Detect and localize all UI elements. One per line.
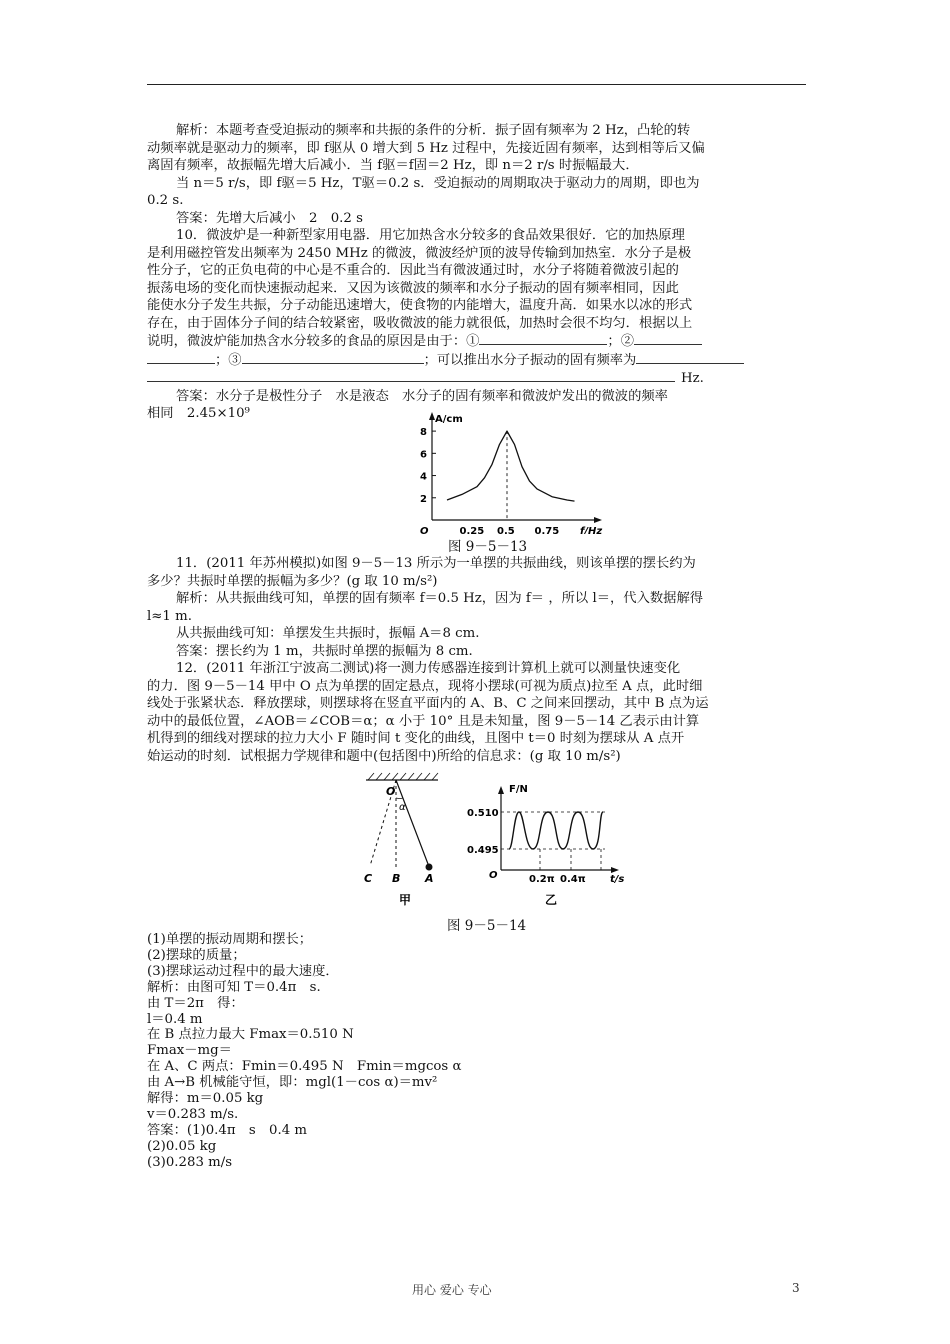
text-line: l≈1 m. xyxy=(147,608,192,624)
text-line: l＝0.4 m xyxy=(147,1011,203,1027)
answer-blank-4b xyxy=(147,369,675,382)
text-line: (1)单摆的振动周期和摆长； xyxy=(147,932,313,947)
text-line: 12．(2011 年浙江宁波高二测试)将一测力传感器连接到计算机上就可以测量快速变化 xyxy=(176,661,681,676)
text-line: 11．(2011 年苏州模拟)如图 9－5－13 所示为一单摆的共振曲线，则该单摆的摆长约为 xyxy=(176,556,696,571)
text-line: 由 A→B 机械能守恒，即：mgl(1－cos α)＝mv² xyxy=(147,1075,438,1091)
text-line: Fmax－mg＝ xyxy=(147,1043,232,1059)
text-line: 多少？共振时单摆的振幅为多少？(g 取 10 m/s²) xyxy=(147,573,438,589)
text-line: 相同 2.45×10⁹ xyxy=(147,406,250,421)
page-footer: 用心 爱心 专心 xyxy=(412,1283,492,1297)
text-line: 线处于张紧状态．释放摆球，则摆球将在竖直平面内的 A、B、C 之间来回摆动，其中 B 点为运 xyxy=(147,696,709,711)
text-line: 是利用磁控管发出频率为 2450 MHz 的微波，微波经炉顶的波导传输到加热室．水分子是极 xyxy=(147,245,692,261)
text-line: 解析：本题考查受迫振动的频率和共振的条件的分析．振子固有频率为 2 Hz，凸轮的转 xyxy=(176,123,691,138)
text-line: 动中的最低位置，∠AOB＝∠COB＝α；α 小于 10° 且是未知量，图 9－5－14 乙表示由计算 xyxy=(147,713,700,729)
text-line: 答案：(1)0.4π s 0.4 m xyxy=(147,1122,308,1138)
text-line: 离固有频率，故振幅先增大后减小．当 f驱＝f固＝2 Hz，即 n＝2 r/s 时振幅最大． xyxy=(147,158,639,173)
text-line: (3)摆球运动过程中的最大速度． xyxy=(147,963,339,979)
page-number: 3 xyxy=(792,1281,800,1295)
resonance-curve-chart xyxy=(392,410,612,534)
x-axis-arrow xyxy=(594,517,602,523)
fmin-label: 0.495 xyxy=(467,845,499,856)
text-line: 10．微波炉是一种新型家用电器．用它加热含水分较多的食品效果很好．它的加热原理 xyxy=(176,228,685,243)
text-line: 当 n＝5 r/s，即 f驱＝5 Hz，T驱＝0.2 s．受迫振动的周期取决于驱动力的周期，即也为 xyxy=(176,175,700,191)
text-line: 在 B 点拉力最大 Fmax＝0.510 N xyxy=(147,1027,354,1043)
label-jia: 甲 xyxy=(399,893,412,907)
x-axis-label: t/s xyxy=(610,874,625,885)
origin-label: O xyxy=(489,870,498,881)
label-a: A xyxy=(425,872,434,885)
text-line xyxy=(147,332,806,351)
text-line: 答案：摆长约为 1 m，共振时单摆的振幅为 8 cm. xyxy=(176,643,473,659)
text-line: (3)0.283 m/s xyxy=(147,1154,233,1170)
answer-blank-1 xyxy=(479,332,607,345)
text-line: 解析：从共振曲线可知，单摆的固有频率 f＝0.5 Hz，因为 f＝ ，所以 l＝，代入数据解得 xyxy=(176,591,704,606)
x-tick-label: 0.25 xyxy=(459,526,485,534)
text-line: 振荡电场的变化而快速振动起来．又因为该微波的频率和水分子振动的固有频率相同，因此 xyxy=(147,280,679,296)
y-axis-arrow xyxy=(498,786,504,794)
unit-label: Hz. xyxy=(681,371,704,386)
text-line: 解得：m＝0.05 kg xyxy=(147,1091,264,1107)
fmax-label: 0.510 xyxy=(467,808,499,819)
pendulum-bob xyxy=(426,864,433,871)
text-segment: 说明，微波炉能加热含水分较多的食品的原因是由于：① xyxy=(147,334,480,349)
text-segment: ；③ xyxy=(215,352,242,368)
x-axis-label: f/Hz xyxy=(580,526,603,534)
x-tick-label: 0.5 xyxy=(497,526,515,534)
text-segment: ；可以推出水分子振动的固有频率为 xyxy=(423,352,637,368)
middle-text-block xyxy=(147,555,806,765)
bottom-text-block xyxy=(147,932,806,1171)
text-line: 由 T＝2π 得： xyxy=(147,995,244,1011)
y-axis-label: A/cm xyxy=(435,414,463,425)
text-line xyxy=(147,351,806,370)
text-line: 动频率就是驱动力的频率，即 f驱从 0 增大到 5 Hz 过程中，先接近固有频率，达到相等后又偏 xyxy=(147,140,705,156)
answer-blank-2b xyxy=(147,351,215,364)
answer-blank-3 xyxy=(242,351,424,364)
text-line: (2)摆球的质量； xyxy=(147,947,246,963)
text-segment: ；② xyxy=(607,334,635,349)
text-line: 在 A、C 两点：Fmin＝0.495 N Fmin＝mgcos α xyxy=(147,1059,462,1075)
text-line: 始运动的时刻．试根据力学规律和题中(包括图中)所给的信息求：(g 取 10 m/s²) xyxy=(147,748,621,764)
ceiling-hatch xyxy=(366,773,438,780)
y-tick-label: 2 xyxy=(420,493,427,505)
text-line: 的力．图 9－5－14 甲中 O 点为单摆的固定悬点，现将小摆球(可视为质点)拉至 A 点，此时细 xyxy=(147,678,703,694)
resonance-curve xyxy=(447,431,575,501)
label-o: O xyxy=(386,785,396,798)
answer-blank-2a xyxy=(634,332,702,345)
text-line: 机得到的细线对摆球的拉力大小 F 随时间 t 变化的曲线，且图中 t＝0 时刻为摆球从 A 点开 xyxy=(147,731,685,746)
alpha-arc xyxy=(396,798,403,799)
y-tick-label: 8 xyxy=(420,427,427,439)
top-text-block xyxy=(147,122,806,423)
string-to-a xyxy=(396,780,428,864)
x-tick-label: 0.75 xyxy=(534,526,560,534)
text-line: 存在，由于固体分子间的结合较紧密，吸收微波的能力就很低，加热时会很不均匀．根据以上 xyxy=(147,315,693,331)
text-line: 答案：先增大后减小 2 0.2 s xyxy=(176,210,363,226)
header-rule xyxy=(147,84,806,85)
text-line: 能使水分子发生共振，分子动能迅速增大，使食物的内能增大，温度升高．如果水以冰的形式 xyxy=(147,298,693,313)
text-line: (2)0.05 kg xyxy=(147,1138,217,1154)
text-line: 从共振曲线可知：单摆发生共振时，振幅 A＝8 cm. xyxy=(176,626,480,641)
x-tick-2: 0.4π xyxy=(560,874,586,885)
x-axis-arrow xyxy=(611,867,619,873)
text-line: 性分子，它的正负电荷的中心是不重合的．因此当有微波通过时，水分子将随着微波引起的 xyxy=(147,263,679,278)
text-line: 答案：水分子是极性分子 水是液态 水分子的固有频率和微波炉发出的微波的频率 xyxy=(176,388,668,404)
label-c: C xyxy=(364,872,373,885)
label-b: B xyxy=(392,872,401,885)
figure-caption: 图 9－5－13 xyxy=(448,539,528,555)
y-tick-label: 6 xyxy=(420,449,427,461)
force-curve xyxy=(509,812,603,849)
origin-label: O xyxy=(420,526,429,534)
text-line: 解析：由图可知 T＝0.4π s. xyxy=(147,979,321,995)
text-line: 0.2 s. xyxy=(147,193,184,208)
y-tick-label: 4 xyxy=(420,471,427,483)
answer-blank-4a xyxy=(636,351,744,364)
force-time-graph xyxy=(465,778,645,908)
label-yi: 乙 xyxy=(545,893,558,907)
text-line xyxy=(147,369,806,388)
text-line: v＝0.283 m/s. xyxy=(147,1106,239,1122)
y-axis-label: F/N xyxy=(509,784,528,795)
x-tick-1: 0.2π xyxy=(529,874,555,885)
label-alpha: α xyxy=(399,802,406,813)
pendulum-diagram xyxy=(352,768,452,908)
figure-caption-14: 图 9－5－14 xyxy=(447,918,527,934)
